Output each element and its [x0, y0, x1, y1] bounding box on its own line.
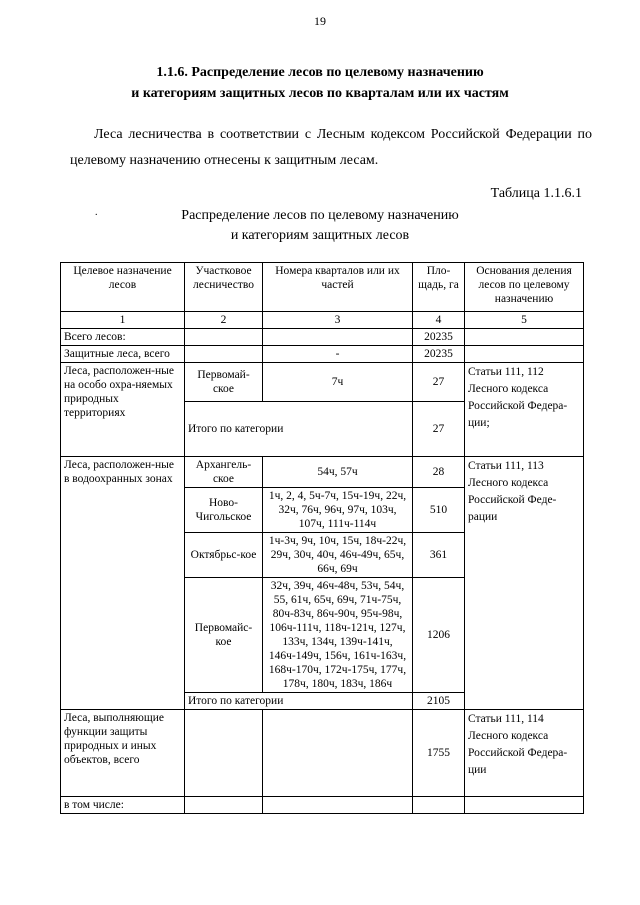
total-forests-label: Всего лесов: [61, 329, 185, 346]
header-quarters: Номера кварталов или их частей [263, 263, 413, 312]
group2-basis: Статьи 111, 113 Лесного кодекса Российской Феде-рации [465, 457, 584, 710]
table-row [61, 363, 584, 402]
intro-paragraph: Леса лесничества в соответствии с Лесным кодексом Российской Федерации по целевому назначению отнесены к защитным лесам. [70, 127, 592, 168]
group1-area: 27 [413, 363, 465, 402]
group2-subtotal-area: 2105 [413, 693, 465, 710]
table-row [61, 797, 584, 814]
group2-quarters: 54ч, 57ч [263, 457, 413, 488]
group2-area: 1206 [413, 578, 465, 693]
column-number: 2 [185, 312, 263, 329]
table-row [61, 710, 584, 797]
group1-purpose: Леса, расположен-ные на особо охра-няемых природных территориях [61, 363, 185, 457]
group2-district: Первомайс-кое [185, 578, 263, 693]
header-area: Пло-щадь, га [413, 263, 465, 312]
group2-quarters: 1ч-3ч, 9ч, 10ч, 15ч, 18ч-22ч, 29ч, 30ч, 40ч, 46ч-49ч, 65ч, 66ч, 69ч [263, 533, 413, 578]
group1-district: Первомай-ское [185, 363, 263, 402]
header-district: Участковое лесничество [185, 263, 263, 312]
group2-area: 361 [413, 533, 465, 578]
group3-purpose: Леса, выполняющие функции защиты природных и иных объектов, всего [61, 710, 185, 797]
group3-area: 1755 [413, 710, 465, 797]
section-title-line2: и категориям защитных лесов по кварталам или их частям [131, 86, 509, 101]
table-caption-line2: и категориям защитных лесов [230, 228, 410, 243]
section-title-line1: 1.1.6. Распределение лесов по целевому назначению [156, 65, 484, 80]
column-number: 5 [465, 312, 584, 329]
group2-quarters: 32ч, 39ч, 46ч-48ч, 53ч, 54ч, 55, 61ч, 65ч, 69ч, 71ч-75ч, 80ч-83ч, 86ч-90ч, 95ч-98ч, 106ч-111ч, 118ч-121ч, 127ч, 133ч, 134ч, 139ч-141ч, 146ч-149ч, 156ч, 161ч-163ч, 168ч-170ч, 172ч-175ч, 177ч, 178ч, 180ч, 183ч, 186ч [263, 578, 413, 693]
column-number: 1 [61, 312, 185, 329]
group2-area: 510 [413, 488, 465, 533]
group1-quarters: 7ч [263, 363, 413, 402]
group1-subtotal-area: 27 [413, 402, 465, 457]
section-title [0, 62, 640, 104]
group2-district: Октябрьс-кое [185, 533, 263, 578]
total-forests-row [61, 329, 584, 346]
group1-subtotal-label: Итого по категории [185, 402, 413, 457]
forest-distribution-table [60, 262, 584, 814]
protective-total-label: Защитные леса, всего [61, 346, 185, 363]
page-number: 19 [314, 14, 326, 28]
column-number-row [61, 312, 584, 329]
column-number: 4 [413, 312, 465, 329]
including-label: в том числе: [61, 797, 185, 814]
table-caption [0, 206, 640, 246]
group1-basis: Статьи 111, 112 Лесного кодекса Российской Федера-ции; [465, 363, 584, 457]
protective-total-row [61, 346, 584, 363]
header-basis: Основания деления лесов по целевому назначению [465, 263, 584, 312]
group2-district: Архангель-ское [185, 457, 263, 488]
column-number: 3 [263, 312, 413, 329]
header-purpose: Целевое назначение лесов [61, 263, 185, 312]
group2-subtotal-label: Итого по категории [185, 693, 413, 710]
table-header-row [61, 263, 584, 312]
group2-purpose: Леса, расположен-ные в водоохранных зонах [61, 457, 185, 710]
protective-total-quarters: - [263, 346, 413, 363]
table-row [61, 457, 584, 488]
group2-quarters: 1ч, 2, 4, 5ч-7ч, 15ч-19ч, 22ч, 32ч, 76ч, 96ч, 97ч, 103ч, 107ч, 111ч-114ч [263, 488, 413, 533]
group3-basis: Статьи 111, 114 Лесного кодекса Российской Федера-ции [465, 710, 584, 797]
stray-dot: . [95, 207, 98, 218]
group2-district: Ново-Чигольское [185, 488, 263, 533]
group2-area: 28 [413, 457, 465, 488]
total-forests-area: 20235 [413, 329, 465, 346]
protective-total-area: 20235 [413, 346, 465, 363]
table-label: Таблица 1.1.6.1 [490, 186, 582, 201]
table-caption-line1: Распределение лесов по целевому назначению [181, 208, 459, 223]
